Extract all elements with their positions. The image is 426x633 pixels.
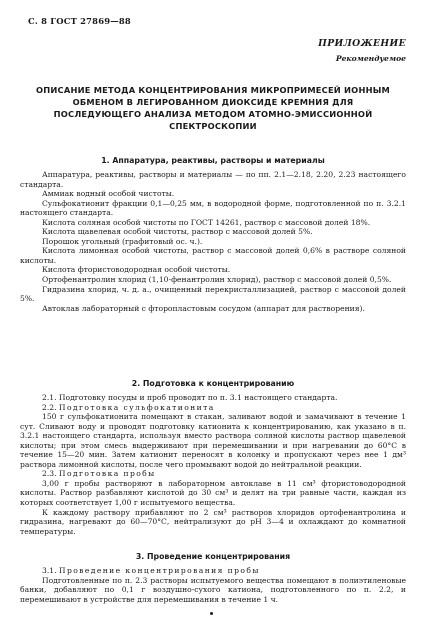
subsection-number: 2.3. xyxy=(42,469,57,479)
section-1-heading: 1. Аппаратура, реактивы, растворы и материалы xyxy=(101,156,325,165)
paragraph: 150 г сульфокатионита помещают в стакан, заливают водой и замачивают в течение 1 сут. Сливают воду и проводят подготовку катионита к концентрированию, как указано в п. 3.2.1 настоящего стандарта, используя вместо раствора соляной кислоты раствор щавелевой кислоты; при этом смесь выдерживают при перемешивании и при нагревании до 60°С в течение 15—20 мин. Затем катионит переносят в колонку и пропускают через нее 1 дм³ раствора лимонной кислоты, после чего промывают водой до нейтральной реакции. xyxy=(20,412,406,469)
subsection-heading xyxy=(20,566,406,576)
paragraph: Сульфокатионит фракции 0,1—0,25 мм, в водородной форме, подготовленной по п. 3.2.1 настоящего стандарта. xyxy=(20,198,406,218)
subsection-heading xyxy=(20,403,406,413)
paragraph: Кислота фтористоводородная особой чистоты. xyxy=(42,265,231,275)
page-header: С. 8 ГОСТ 27869—88 xyxy=(28,16,131,26)
paragraph: Кислота соляная особой чистоты по ГОСТ 14261, раствор с массовой долей 18%. xyxy=(42,217,371,227)
section-2-heading: 2. Подготовка к концентрированию xyxy=(131,379,295,388)
paragraph: 3,00 г пробы растворяют в лабораторном автоклаве в 11 см³ фтористоводородной кислоты. Раствор разбавляют кислотой до 30 см³ и делят на три равные части, каждая из которых соответствует 1,00 г испытуемого вещества. xyxy=(20,478,406,508)
subsection-number: 2.2. xyxy=(42,402,57,412)
section-3-heading: 3. Проведение концентрирования xyxy=(135,552,291,561)
section-2-body xyxy=(20,393,406,536)
paragraph: Ортофенантролин хлорид (1,10-фенантролин хлорид), раствор с массовой долей 0,5%. xyxy=(42,275,392,285)
subsection-title: Подготовка пробы xyxy=(58,469,156,479)
paragraph: К каждому раствору прибавляют по 2 см³ растворов хлоридов ортофенантролина и гидразина, нагревают до 60—70°С, нейтрализуют до рН 3—4 и охлаждают до комнатной температуры. xyxy=(20,507,406,536)
paragraph: 2.1. Подготовку посуды и проб проводят по п. 3.1 настоящего стандарта. xyxy=(42,393,338,402)
section-1-body xyxy=(20,170,406,313)
paragraph: Аммиак водный особой чистоты. xyxy=(42,189,175,199)
paragraph: Подготовленные по п. 2.3 растворы испытуемого вещества помещают в полиэтиленовые банки, добавляют по 0,1 г воздушно-сухого катиона, подготовленного по п. 2.2, и перемешивают в устройстве для перемешивания в течение 1 ч. xyxy=(20,575,406,604)
page-bullet xyxy=(210,612,213,615)
paragraph: Кислота щавелевая особой чистоты, раствор с массовой долей 5%. xyxy=(42,227,313,237)
paragraph: Гидразина хлорид, ч. д. а., очищенный перекристаллизацией, раствор с массовой долей 5%. xyxy=(20,284,406,304)
paragraph: Кислота лимонная особой чистоты, раствор с массовой долей 0,6% в растворе соляной кислоты. xyxy=(20,246,406,265)
appendix-label: ПРИЛОЖЕНИЕ xyxy=(318,38,406,49)
document-title: ОПИСАНИЕ МЕТОДА КОНЦЕНТРИРОВАНИЯ МИКРОПРИМЕСЕЙ ИОННЫМ ОБМЕНОМ В ЛЕГИРОВАННОМ ДИОКСИДЕ КРЕМНИЯ ДЛЯ ПОСЛЕДУЮЩЕГО АНАЛИЗА МЕТОДОМ АТОМНО-ЭМИССИОННОЙ СПЕКТРОСКОПИИ xyxy=(36,85,390,131)
subsection-number: 3.1. xyxy=(42,566,57,575)
appendix-status: Рекомендуемое xyxy=(335,54,406,63)
subsection-title: Проведение концентрирования пробы xyxy=(58,566,260,575)
subsection-heading xyxy=(20,469,406,479)
section-3-body xyxy=(20,566,406,604)
paragraph: Порошок угольный (графитовый ос. ч.). xyxy=(42,236,203,246)
subsection-title: Подготовка сульфокатионита xyxy=(58,402,215,412)
paragraph: Автоклав лабораторный с фторопластовым сосудом (аппарат для растворения). xyxy=(42,303,365,313)
paragraph: Аппаратура, реактивы, растворы и материалы — по пп. 2.1—2.18, 2.20, 2.23 настоящего стандарта. xyxy=(20,170,406,189)
